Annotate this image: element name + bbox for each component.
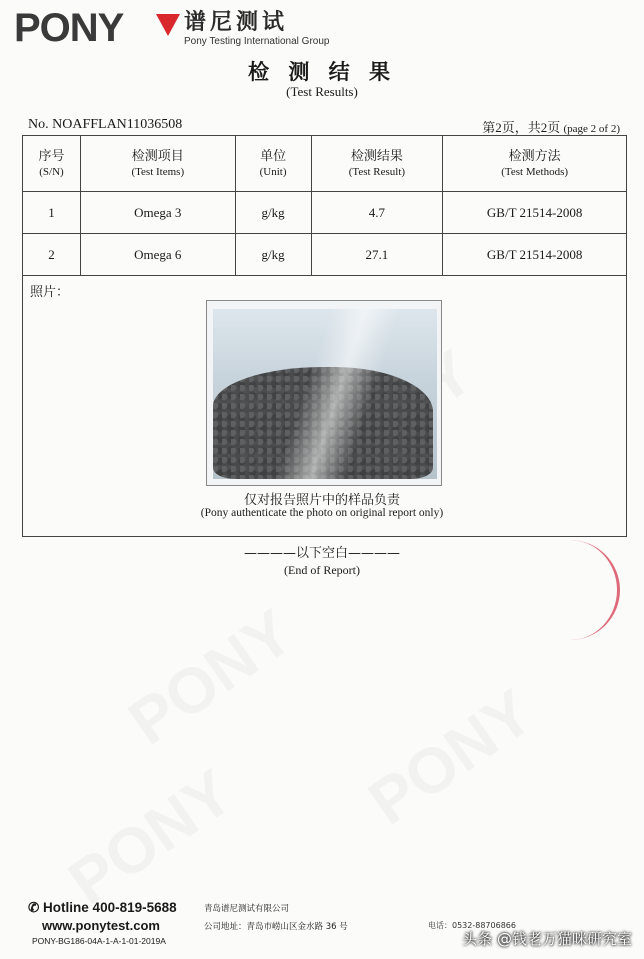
results-table — [22, 135, 627, 276]
end-of-report-cn: ————以下空白———— — [243, 546, 400, 561]
cell-method: GB/T 21514-2008 — [443, 192, 627, 234]
column-header: 检测方法 (Test Methods) — [443, 136, 627, 192]
footer-address: 公司地址：青岛市崂山区金水路 36 号 — [204, 922, 348, 932]
column-header: 序号 (S/N) — [23, 136, 81, 192]
cell-sn: 2 — [23, 234, 81, 276]
column-header: 检测结果 (Test Result) — [311, 136, 443, 192]
document-subtitle: (Test Results) — [286, 84, 358, 99]
watermark — [55, 755, 246, 920]
source-credit: 头条 @钱老万猫咪研究室 — [462, 930, 632, 948]
logo-wordmark: PONY — [14, 6, 124, 50]
page-indicator-en: (page 2 of 2) — [563, 123, 620, 135]
cell-unit: g/kg — [235, 234, 311, 276]
cell-item: Omega 3 — [80, 192, 235, 234]
end-of-report-en: (End of Report) — [284, 563, 360, 577]
photo-caption-en: (Pony authenticate the photo on original report only) — [200, 507, 444, 519]
footer-phone: 电话：0532-88706866 — [428, 921, 516, 930]
column-header: 单位 (Unit) — [235, 136, 311, 192]
watermark — [115, 595, 306, 760]
photo-caption-cn: 仅对报告照片中的样品负责 — [243, 493, 400, 508]
page-indicator — [482, 117, 620, 136]
sample-bag-image — [213, 309, 437, 479]
document-title: 检 测 结 果 — [248, 60, 396, 84]
cell-result: 27.1 — [311, 234, 443, 276]
logo-chinese-name: 谱尼测试 — [184, 10, 289, 35]
sample-photo — [206, 300, 442, 486]
report-number: No. NOAFFLAN11036508 — [28, 117, 183, 132]
cell-item: Omega 6 — [80, 234, 235, 276]
cell-unit: g/kg — [235, 192, 311, 234]
table-row — [23, 192, 627, 234]
footer-hotline: ✆ Hotline 400-819-5688 — [28, 900, 177, 915]
cell-sn: 1 — [23, 192, 81, 234]
table-row — [23, 234, 627, 276]
logo-english-name: Pony Testing International Group — [184, 36, 330, 47]
watermark — [355, 675, 546, 840]
footer-website: www.ponytest.com — [42, 918, 160, 933]
page-indicator-cn: 第2页，共2页 — [482, 120, 561, 135]
table-header-row — [23, 136, 627, 192]
column-header: 检测项目 (Test Items) — [80, 136, 235, 192]
logo-triangle-icon — [156, 14, 180, 36]
footer-company: 青岛谱尼测试有限公司 — [204, 904, 290, 914]
photo-label: 照片： — [30, 285, 70, 300]
logo — [14, 8, 354, 52]
footer-form-number: PONY-BG186-04A-1-A-1-01-2019A — [32, 936, 166, 946]
cell-method: GB/T 21514-2008 — [443, 234, 627, 276]
cell-result: 4.7 — [311, 192, 443, 234]
